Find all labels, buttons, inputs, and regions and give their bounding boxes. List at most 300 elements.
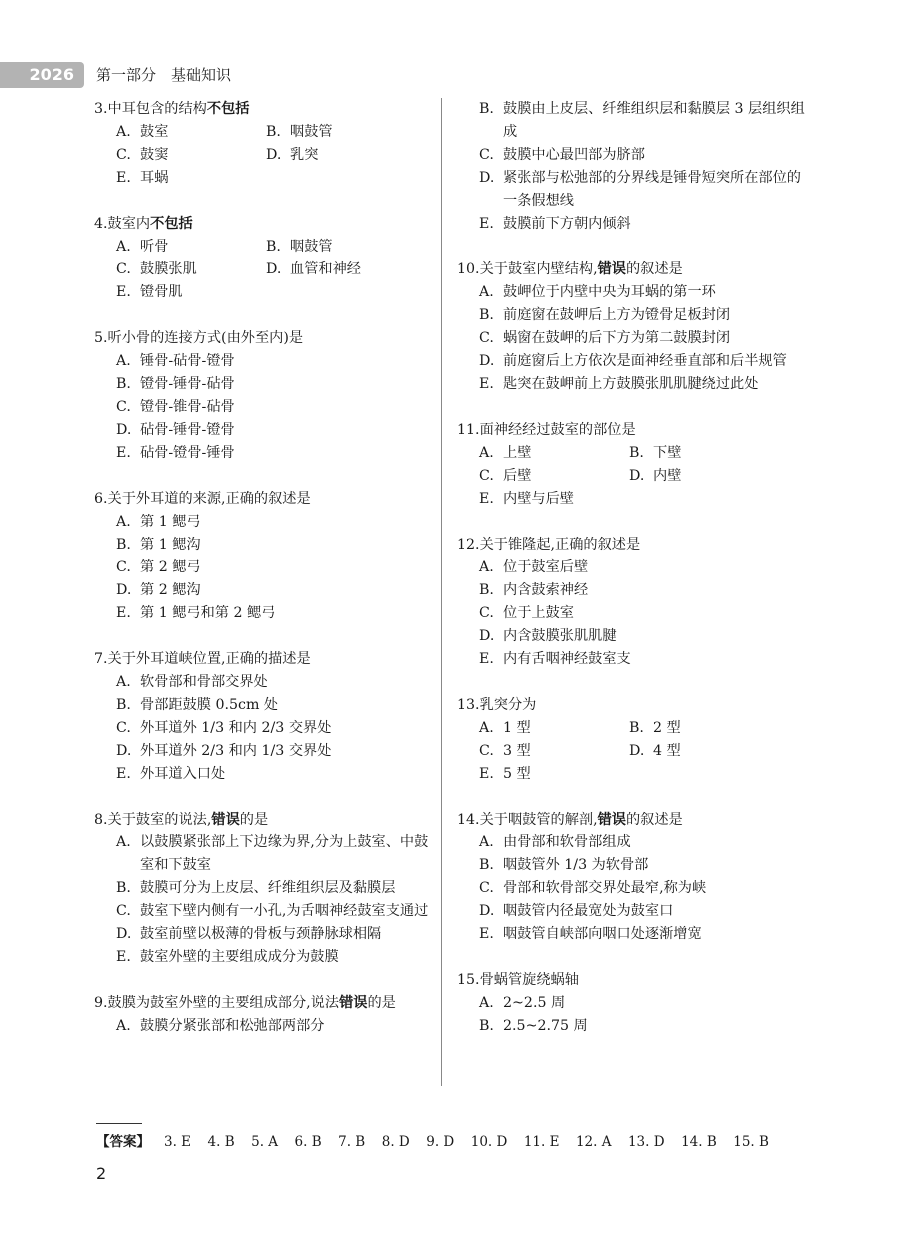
option-text: 鼓膜张肌	[140, 261, 197, 278]
option	[116, 442, 430, 465]
option-letter: C.	[479, 330, 494, 347]
answer-item: 10. D	[470, 1134, 508, 1150]
answer-item: 7. B	[338, 1134, 366, 1150]
option-text: 后壁	[503, 467, 532, 484]
option	[116, 900, 430, 923]
option-text: 前庭窗后上方依次是面神经垂直部和后半规管	[503, 353, 787, 370]
option-letter: C.	[116, 261, 131, 278]
option	[479, 213, 807, 236]
option-letter: B.	[266, 238, 281, 255]
question-stem	[94, 327, 430, 350]
options	[94, 236, 430, 305]
option-text: 3 型	[503, 742, 531, 759]
option	[116, 396, 430, 419]
option	[479, 465, 629, 488]
question-text	[480, 969, 807, 992]
option-letter: B.	[266, 123, 281, 140]
question-stem	[457, 809, 807, 832]
option-letter: D.	[479, 628, 495, 645]
option-letter: D.	[629, 742, 645, 759]
option-text: 5 型	[503, 765, 531, 782]
option	[116, 1015, 430, 1038]
option-letter: A.	[116, 238, 131, 255]
question	[94, 98, 430, 190]
answer-item: 6. B	[294, 1134, 322, 1150]
option-letter: B.	[116, 536, 131, 553]
option-text: 锤骨-砧骨-镫骨	[140, 353, 235, 370]
text-segment: 关于锥隆起,正确的叙述是	[479, 536, 641, 553]
option-text: 镫骨肌	[140, 284, 183, 301]
option	[116, 763, 430, 786]
option-letter: C.	[479, 880, 494, 897]
question-stem	[457, 534, 807, 557]
options	[457, 98, 807, 235]
question	[457, 98, 807, 235]
question	[94, 648, 430, 785]
option-letter: A.	[479, 994, 494, 1011]
option-text: 匙突在鼓岬前上方鼓膜张肌肌腱绕过此处	[503, 375, 759, 392]
option	[479, 1015, 807, 1038]
option	[116, 877, 430, 900]
emphasis-keyword: 不包括	[206, 101, 250, 117]
option-letter: C.	[479, 146, 494, 163]
options	[457, 281, 807, 396]
option-text: 砧骨-镫骨-锤骨	[140, 444, 235, 461]
option-letter: A.	[479, 834, 494, 851]
option	[479, 648, 807, 671]
options	[94, 121, 430, 190]
option-row	[479, 442, 807, 465]
question	[457, 694, 807, 786]
option-letter: E.	[116, 605, 131, 622]
option-text: 鼓室	[140, 123, 169, 140]
option-row	[479, 488, 807, 511]
option-letter: E.	[116, 284, 131, 301]
option-text: 内壁	[653, 467, 682, 484]
option	[116, 946, 430, 969]
question-number: 5.	[94, 330, 108, 347]
option-letter: A.	[479, 719, 494, 736]
option	[116, 144, 266, 167]
question-text	[108, 213, 430, 236]
option	[116, 579, 430, 602]
option-row	[116, 281, 430, 304]
question	[94, 809, 430, 969]
option-letter: D.	[479, 353, 495, 370]
question	[94, 327, 430, 464]
option-letter: A.	[116, 123, 131, 140]
options	[457, 442, 807, 511]
answer-item: 8. D	[381, 1134, 410, 1150]
text-segment: 关于外耳道的来源,正确的叙述是	[107, 490, 311, 507]
option-letter: B.	[479, 307, 494, 324]
option-text: 咽鼓管	[290, 123, 333, 140]
question-number: 12.	[457, 536, 480, 553]
question-number: 11.	[457, 421, 480, 438]
option	[479, 350, 807, 373]
right-column	[457, 98, 807, 1038]
question-number: 14.	[457, 811, 480, 828]
option-text: 位于上鼓室	[503, 605, 574, 622]
option	[116, 167, 266, 190]
option	[479, 831, 807, 854]
option	[266, 121, 416, 144]
option-letter: C.	[116, 146, 131, 163]
option	[116, 602, 430, 625]
option	[479, 442, 629, 465]
option-text: 外耳道外 2/3 和内 1/3 交界处	[140, 742, 332, 759]
option-letter: B.	[116, 376, 131, 393]
option-letter: A.	[116, 834, 131, 851]
question-number: 10.	[457, 261, 480, 278]
option-letter: B.	[116, 696, 131, 713]
option-text: 紧张部与松弛部的分界线是锤骨短突所在部位的一条假想线	[503, 169, 801, 209]
running-header	[0, 62, 900, 88]
column-divider	[441, 98, 442, 1086]
option	[479, 304, 807, 327]
option-text: 以鼓膜紧张部上下边缘为界,分为上鼓室、中鼓室和下鼓室	[140, 834, 429, 874]
option-text: 鼓室外壁的主要组成成分为鼓膜	[140, 949, 339, 965]
option-text: 第 2 鳃沟	[140, 582, 201, 599]
option-letter: D.	[629, 467, 645, 484]
question-text	[480, 419, 807, 442]
options	[94, 1015, 430, 1038]
option-text: 1 型	[503, 719, 531, 736]
question-stem	[94, 213, 430, 236]
option	[116, 717, 430, 740]
answer-key	[96, 1132, 785, 1152]
question-text	[480, 534, 807, 557]
option-row	[479, 740, 807, 763]
question	[94, 992, 430, 1038]
option-letter: E.	[479, 765, 494, 782]
option-text: 4 型	[653, 742, 681, 759]
option-text: 蜗窗在鼓岬的后下方为第二鼓膜封闭	[503, 330, 731, 347]
option	[116, 556, 430, 579]
option-text: 骨部距鼓膜 0.5cm 处	[140, 696, 279, 713]
option	[116, 419, 430, 442]
option-letter: B.	[116, 880, 131, 897]
emphasis-keyword: 错误	[597, 811, 626, 828]
option-text: 听骨	[140, 238, 169, 255]
option-letter: B.	[629, 444, 644, 461]
option	[116, 694, 430, 717]
option-text: 第 2 鳃弓	[140, 559, 201, 576]
option-letter: A.	[116, 674, 131, 691]
option-text: 咽鼓管自峡部向咽口处逐渐增宽	[503, 926, 702, 943]
text-segment: 关于咽鼓管的解剖,	[479, 811, 598, 828]
option	[479, 900, 807, 923]
option-letter: C.	[479, 742, 494, 759]
option-text: 鼓窦	[140, 146, 169, 163]
option-text: 下壁	[653, 444, 682, 461]
emphasis-keyword: 错误	[339, 994, 368, 1011]
option-letter: A.	[479, 284, 494, 301]
question-number: 6.	[94, 490, 108, 507]
text-segment: 乳突分为	[479, 696, 537, 713]
option	[479, 144, 807, 167]
option-row	[116, 144, 430, 167]
options	[94, 671, 430, 786]
question-stem	[457, 694, 807, 717]
option-letter: D.	[116, 742, 132, 759]
question	[94, 488, 430, 625]
question-stem	[457, 258, 807, 281]
option	[479, 625, 807, 648]
question-stem	[94, 488, 430, 511]
question	[457, 969, 807, 1038]
question	[457, 258, 807, 395]
question-stem	[94, 648, 430, 671]
question-text	[108, 992, 430, 1015]
option	[116, 740, 430, 763]
option-letter: C.	[116, 398, 131, 415]
question-stem	[94, 992, 430, 1015]
question-number: 3.	[94, 101, 108, 117]
text-segment: 的叙述是	[625, 811, 683, 828]
options	[457, 831, 807, 946]
options	[94, 511, 430, 626]
option-letter: B.	[629, 719, 644, 736]
option-row	[479, 717, 807, 740]
option-text: 耳蜗	[140, 169, 169, 186]
option	[479, 556, 807, 579]
option-letter: A.	[479, 444, 494, 461]
option-text: 上壁	[503, 444, 532, 461]
option	[629, 740, 779, 763]
option-text: 砧骨-锤骨-镫骨	[140, 421, 235, 438]
option	[479, 98, 807, 144]
question-text	[108, 809, 430, 832]
option-letter: D.	[266, 261, 282, 278]
question-number: 13.	[457, 696, 480, 713]
option-letter: C.	[479, 605, 494, 622]
option-letter: A.	[116, 513, 131, 530]
option-text: 镫骨-锤骨-砧骨	[140, 376, 235, 393]
question-number: 9.	[94, 994, 108, 1011]
option-letter: C.	[116, 559, 131, 576]
option-text: 第 1 鳃弓和第 2 鳃弓	[140, 605, 276, 622]
option	[479, 167, 807, 213]
options	[94, 831, 430, 968]
question	[94, 213, 430, 305]
option-text: 内有舌咽神经鼓室支	[503, 651, 631, 668]
answer-item: 4. B	[207, 1134, 235, 1150]
option	[479, 992, 807, 1015]
question-number: 7.	[94, 651, 108, 668]
option	[116, 831, 430, 877]
option-text: 软骨部和骨部交界处	[140, 674, 268, 691]
option-text: 鼓膜前下方朝内倾斜	[503, 215, 631, 232]
option-text: 2 型	[653, 719, 681, 736]
option	[479, 579, 807, 602]
options	[457, 556, 807, 671]
question-stem	[94, 809, 430, 832]
answer-item: 12. A	[575, 1134, 612, 1150]
option-text: 外耳道外 1/3 和内 2/3 交界处	[140, 719, 332, 736]
answer-item: 15. B	[733, 1134, 769, 1150]
text-segment: 关于鼓室的说法,	[107, 811, 212, 828]
option-letter: E.	[479, 375, 494, 392]
emphasis-keyword: 错误	[597, 261, 626, 278]
option-letter: D.	[479, 903, 495, 920]
option-text: 鼓岬位于内壁中央为耳蜗的第一环	[503, 284, 716, 301]
question-number: 8.	[94, 811, 108, 828]
text-segment: 听小骨的连接方式(由外至内)是	[107, 330, 304, 347]
question	[457, 809, 807, 946]
option-text: 骨部和软骨部交界处最窄,称为峡	[503, 880, 707, 897]
option-letter: E.	[479, 926, 494, 943]
answer-item: 5. A	[251, 1134, 279, 1150]
question-number: 4.	[94, 215, 108, 232]
option-text: 鼓室前壁以极薄的骨板与颈静脉球相隔	[140, 926, 382, 943]
option	[479, 488, 629, 511]
option-letter: D.	[116, 421, 132, 438]
option	[116, 121, 266, 144]
answer-item: 13. D	[627, 1134, 665, 1150]
option-text: 鼓膜中心最凹部为脐部	[503, 146, 645, 163]
option-row	[116, 236, 430, 259]
option-letter: D.	[479, 169, 495, 186]
option	[479, 854, 807, 877]
option	[116, 350, 430, 373]
option-letter: D.	[266, 146, 282, 163]
text-segment: 鼓膜为鼓室外壁的主要组成部分,说法	[107, 994, 340, 1011]
option	[479, 740, 629, 763]
option-letter: E.	[116, 169, 131, 186]
option	[116, 923, 430, 946]
text-segment: 鼓室内	[107, 215, 151, 232]
option-letter: E.	[479, 490, 494, 507]
option	[479, 327, 807, 350]
option-letter: B.	[479, 857, 494, 874]
option-letter: B.	[479, 1017, 494, 1034]
question-stem	[94, 98, 430, 121]
answer-item: 14. B	[681, 1134, 717, 1150]
option	[116, 258, 266, 281]
option-text: 鼓膜可分为上皮层、纤维组织层及黏膜层	[140, 880, 396, 897]
option	[266, 258, 416, 281]
answer-item: 9. D	[426, 1134, 455, 1150]
option-letter: C.	[116, 719, 131, 736]
option-text: 内含鼓膜张肌肌腱	[503, 628, 617, 645]
emphasis-keyword: 不包括	[150, 215, 193, 232]
option-text: 内壁与后壁	[503, 490, 574, 507]
option	[116, 281, 266, 304]
text-segment: 的叙述是	[625, 261, 683, 278]
option-text: 2.5~2.75 周	[503, 1017, 588, 1034]
question-text	[108, 98, 430, 121]
options	[457, 992, 807, 1038]
option	[266, 144, 416, 167]
option	[479, 923, 807, 946]
option-row	[116, 258, 430, 281]
option-text: 鼓室下壁内侧有一小孔,为舌咽神经鼓室支通过	[140, 903, 429, 920]
option-text: 外耳道入口处	[140, 765, 226, 782]
emphasis-keyword: 错误	[211, 811, 240, 828]
text-segment: 的是	[239, 811, 269, 828]
question-text	[480, 258, 807, 281]
option	[116, 534, 430, 557]
answer-item: 3. E	[164, 1134, 192, 1150]
option	[479, 373, 807, 396]
text-segment: 关于外耳道峡位置,正确的描述是	[107, 651, 311, 668]
option	[629, 465, 779, 488]
question-text	[480, 694, 807, 717]
section-title: 第一部分 基础知识	[96, 66, 232, 84]
left-column	[94, 98, 430, 1038]
option-letter: A.	[479, 559, 494, 576]
option-letter: B.	[479, 101, 494, 117]
option-row	[479, 465, 807, 488]
option-text: 鼓膜由上皮层、纤维组织层和黏膜层 3 层组织组成	[503, 101, 805, 140]
question	[457, 534, 807, 671]
question-text	[480, 809, 807, 832]
option-text: 血管和神经	[290, 261, 361, 278]
option-letter: C.	[479, 467, 494, 484]
text-segment: 关于鼓室内壁结构,	[479, 261, 598, 278]
options	[457, 717, 807, 786]
option	[479, 602, 807, 625]
year-badge: 2026	[0, 62, 84, 88]
answer-item: 11. E	[523, 1134, 560, 1150]
option	[116, 236, 266, 259]
question	[457, 419, 807, 511]
option-text: 第 1 鳃弓	[140, 513, 201, 530]
option-letter: E.	[116, 444, 131, 461]
answer-rule	[96, 1123, 142, 1124]
text-segment: 面神经经过鼓室的部位是	[479, 421, 636, 438]
option-letter: A.	[116, 353, 131, 370]
text-segment: 的是	[367, 994, 396, 1011]
text-segment: 中耳包含的结构	[107, 101, 207, 117]
option-text: 内含鼓索神经	[503, 582, 589, 599]
option-text: 鼓膜分紧张部和松弛部两部分	[140, 1017, 325, 1034]
option-letter: D.	[116, 582, 132, 599]
option-letter: E.	[116, 765, 131, 782]
option-text: 咽鼓管外 1/3 为软骨部	[503, 857, 649, 874]
option-letter: A.	[116, 1017, 131, 1034]
option	[629, 717, 779, 740]
option	[116, 671, 430, 694]
question-stem	[457, 419, 807, 442]
question-text	[108, 488, 430, 511]
option	[116, 511, 430, 534]
question-text	[108, 327, 430, 350]
option-letter: E.	[479, 215, 494, 232]
option	[116, 373, 430, 396]
option-letter: B.	[479, 582, 494, 599]
option-row	[116, 167, 430, 190]
option-row	[479, 763, 807, 786]
text-segment: 骨蜗管旋绕蜗轴	[479, 972, 579, 988]
option	[629, 442, 779, 465]
question-text	[108, 648, 430, 671]
option-row	[116, 121, 430, 144]
option-letter: C.	[116, 903, 131, 920]
option-text: 咽鼓管	[290, 238, 333, 255]
answer-key-label: 【答案】	[96, 1134, 150, 1150]
question-stem	[457, 969, 807, 992]
option	[479, 281, 807, 304]
question-number: 15.	[457, 972, 480, 988]
option-letter: E.	[479, 651, 494, 668]
option-text: 乳突	[290, 146, 319, 163]
page-number: 2	[96, 1164, 107, 1183]
option-text: 2~2.5 周	[503, 994, 566, 1011]
options	[94, 350, 430, 465]
option-text: 镫骨-锥骨-砧骨	[140, 398, 235, 415]
